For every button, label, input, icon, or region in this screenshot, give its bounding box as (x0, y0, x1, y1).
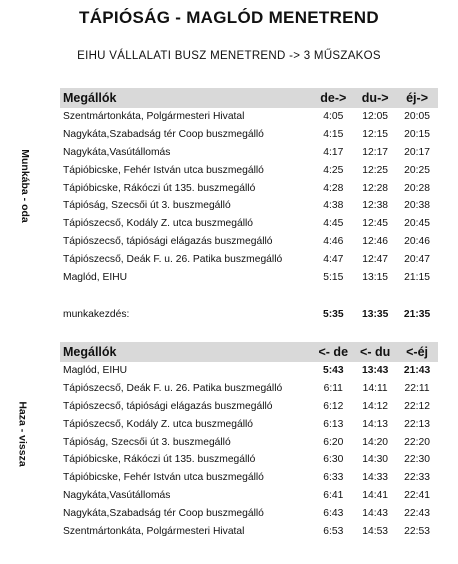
table-row (60, 487, 438, 505)
time-morning: 6:30 (323, 454, 344, 466)
time-morning: 6:12 (323, 400, 344, 412)
time-afternoon: 14:20 (362, 436, 389, 448)
table-row (60, 161, 438, 179)
stop-name: Nagykáta,Szabadság tér Coop buszmegálló (63, 129, 264, 141)
table-row (60, 233, 438, 251)
work-start-morning: 5:35 (322, 309, 344, 321)
work-start-row (60, 306, 438, 324)
table-row (60, 522, 438, 540)
time-afternoon: 14:30 (362, 454, 389, 466)
time-night: 22:30 (404, 454, 430, 466)
stop-name: Tápiószecső, Deák F. u. 26. Patika buszmegálló (63, 383, 283, 395)
table-row (60, 197, 438, 215)
time-night: 22:53 (404, 525, 430, 537)
header-night: éj-> (406, 91, 428, 105)
time-morning: 4:17 (323, 146, 344, 158)
header-night: <-éj (406, 345, 428, 359)
time-night: 20:15 (404, 129, 430, 141)
table-row (60, 433, 438, 451)
work-start-label: munkakezdés: (63, 309, 130, 321)
time-afternoon: 12:15 (362, 129, 389, 141)
stop-name: Tápiószecső, tápiósági elágazás buszmegálló (63, 400, 273, 412)
time-morning: 4:05 (323, 111, 344, 123)
time-night: 20:25 (404, 164, 430, 176)
time-morning: 6:13 (323, 418, 344, 430)
time-night: 20:46 (404, 235, 430, 247)
time-afternoon: 14:53 (362, 525, 389, 537)
time-morning: 4:28 (323, 182, 344, 194)
time-night: 22:11 (404, 383, 430, 395)
header-stops: Megállók (63, 91, 117, 105)
time-afternoon: 13:43 (361, 365, 389, 377)
time-morning: 4:46 (323, 235, 344, 247)
stop-name: Maglód, EIHU (63, 271, 128, 283)
time-morning: 6:53 (323, 525, 344, 537)
time-night: 21:15 (404, 271, 430, 283)
time-night: 22:41 (404, 489, 430, 501)
time-morning: 5:43 (322, 365, 344, 377)
time-morning: 6:43 (323, 507, 344, 519)
stop-name: Tápiószecső, Kodály Z. utca buszmegálló (63, 418, 254, 430)
time-morning: 4:45 (323, 218, 344, 230)
table-row (60, 504, 438, 522)
time-afternoon: 14:11 (362, 383, 388, 395)
time-afternoon: 14:13 (362, 418, 389, 430)
return-rows (60, 362, 438, 540)
time-afternoon: 12:17 (362, 146, 389, 158)
outbound-header-row (60, 88, 438, 108)
page-title: TÁPIÓSÁG - MAGLÓD MENETREND (79, 8, 379, 27)
header-stops: Megállók (63, 345, 117, 359)
table-row (60, 215, 438, 233)
page-subtitle: EIHU VÁLLALATI BUSZ MENETREND -> 3 MŰSZAKOS (77, 50, 381, 62)
table-row (60, 108, 438, 126)
table-row (60, 469, 438, 487)
time-night: 20:28 (404, 182, 430, 194)
time-night: 20:47 (404, 253, 430, 265)
return-header-row (60, 342, 438, 362)
outbound-side-label: Munkába - oda (18, 149, 31, 223)
header-morning: <- de (318, 345, 349, 359)
stop-name: Tápióság, Szecsői út 3. buszmegálló (63, 436, 231, 448)
table-row (60, 179, 438, 197)
work-start-afternoon: 13:35 (361, 309, 389, 321)
time-night: 22:12 (404, 400, 430, 412)
table-row (60, 268, 438, 286)
time-afternoon: 12:25 (362, 164, 389, 176)
time-afternoon: 12:28 (362, 182, 389, 194)
time-night: 21:43 (403, 365, 431, 377)
stop-name: Szentmártonkáta, Polgármesteri Hivatal (63, 111, 245, 123)
time-morning: 6:11 (323, 383, 343, 395)
stop-name: Tápióbicske, Fehér István utca buszmegálló (63, 164, 264, 176)
time-night: 20:05 (404, 111, 430, 123)
time-afternoon: 12:45 (362, 218, 389, 230)
work-start-night: 21:35 (403, 309, 431, 321)
time-afternoon: 12:38 (362, 200, 389, 212)
time-morning: 4:47 (323, 253, 344, 265)
stop-name: Maglód, EIHU (63, 365, 128, 377)
time-afternoon: 12:47 (362, 253, 389, 265)
stop-name: Nagykáta,Vasútállomás (63, 146, 171, 158)
time-afternoon: 14:12 (362, 400, 389, 412)
stop-name: Nagykáta,Vasútállomás (63, 489, 171, 501)
stop-name: Nagykáta,Szabadság tér Coop buszmegálló (63, 507, 264, 519)
time-night: 22:43 (404, 507, 430, 519)
outbound-timetable (60, 88, 438, 324)
time-afternoon: 14:41 (362, 489, 389, 501)
table-row (60, 398, 438, 416)
stop-name: Tápióbicske, Rákóczi út 135. buszmegálló (63, 454, 256, 466)
time-morning: 5:15 (323, 271, 344, 283)
return-timetable (60, 342, 438, 540)
table-row (60, 415, 438, 433)
header-afternoon: du-> (361, 91, 389, 105)
return-side-label: Haza - vissza (16, 401, 29, 467)
stop-name: Tápióbicske, Rákóczi út 135. buszmegálló (63, 182, 256, 194)
stop-name: Szentmártonkáta, Polgármesteri Hivatal (63, 525, 245, 537)
time-night: 22:33 (404, 472, 430, 484)
time-afternoon: 14:33 (362, 472, 389, 484)
time-morning: 6:41 (323, 489, 344, 501)
time-morning: 4:38 (323, 200, 344, 212)
time-morning: 4:25 (323, 164, 344, 176)
time-morning: 4:15 (323, 129, 344, 141)
stop-name: Tápióbicske, Fehér István utca buszmegálló (63, 472, 264, 484)
time-night: 20:17 (404, 146, 430, 158)
table-row (60, 250, 438, 268)
stop-name: Tápiószecső, tápiósági elágazás buszmegálló (63, 235, 273, 247)
time-night: 20:38 (404, 200, 430, 212)
table-row (60, 451, 438, 469)
stop-name: Tápiószecső, Deák F. u. 26. Patika buszmegálló (63, 253, 283, 265)
table-row (60, 380, 438, 398)
table-row (60, 126, 438, 144)
table-row (60, 144, 438, 162)
header-afternoon: <- du (360, 345, 391, 359)
time-afternoon: 12:46 (362, 235, 389, 247)
outbound-rows (60, 108, 438, 286)
time-morning: 6:20 (323, 436, 344, 448)
time-night: 20:45 (404, 218, 430, 230)
time-afternoon: 12:05 (362, 111, 389, 123)
time-night: 22:20 (404, 436, 430, 448)
time-night: 22:13 (404, 418, 430, 430)
time-afternoon: 13:15 (362, 271, 389, 283)
header-morning: de-> (320, 91, 347, 105)
time-afternoon: 14:43 (362, 507, 389, 519)
time-morning: 6:33 (323, 472, 344, 484)
stop-name: Tápióság, Szecsői út 3. buszmegálló (63, 200, 231, 212)
stop-name: Tápiószecső, Kodály Z. utca buszmegálló (63, 218, 254, 230)
table-row (60, 362, 438, 380)
